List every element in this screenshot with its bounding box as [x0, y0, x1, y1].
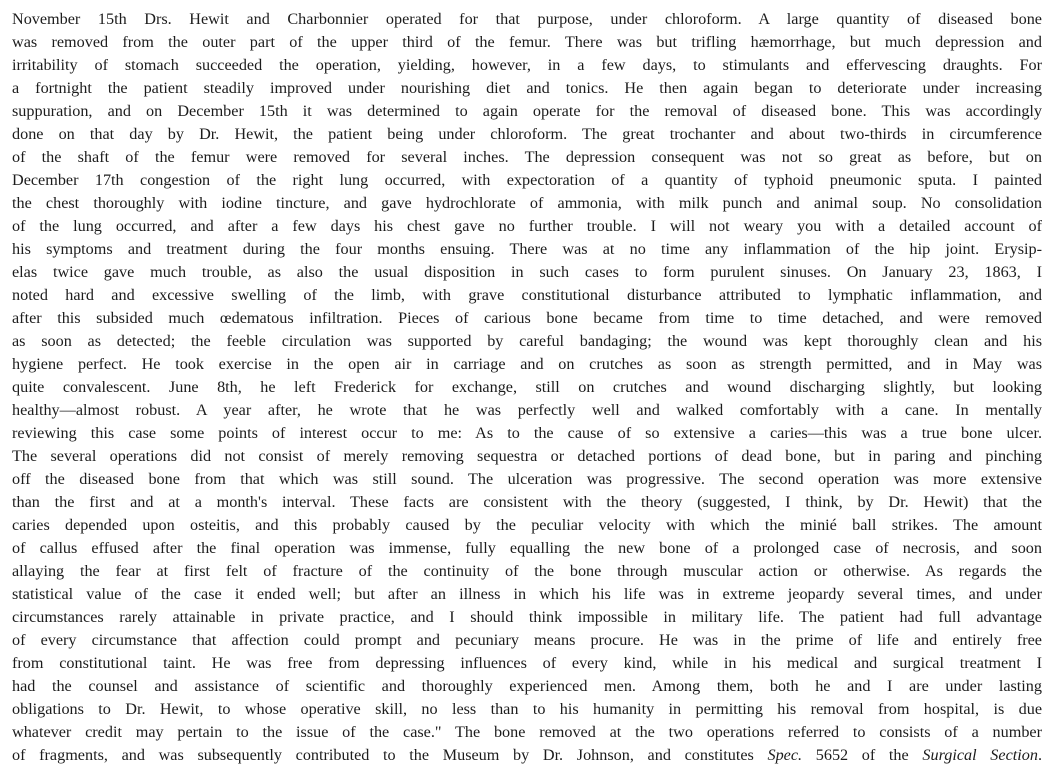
text-line: after this subsided much œdematous infiltration. Pieces of carious bone became from time to time detached, and were removed: [12, 309, 1042, 327]
final-text-line: [12, 744, 1042, 767]
text-line: from constitutional taint. He was free from depressing influences of every kind, while in his medical and surgical treatment I: [12, 654, 1042, 672]
text-line: quite convalescent. June 8th, he left Frederick for exchange, still on crutches and wound discharging slightly, but looking: [12, 378, 1042, 396]
specimen-abbreviation: Spec.: [767, 746, 803, 764]
text-line: December 17th congestion of the right lung occurred, with expectoration of a quantity of typhoid pneumonic sputa. I painted: [12, 171, 1042, 189]
final-line-text: of fragments, and was subsequently contributed to the Museum by Dr. Johnson, and constitutes: [12, 746, 768, 764]
final-line-text: .: [1037, 746, 1042, 764]
text-line: whatever credit may pertain to the issue of the case." The bone removed at the two operations referred to consists of a number: [12, 723, 1042, 741]
text-line: allaying the fear at first felt of fracture of the continuity of the bone through muscular action or otherwise. As regards the: [12, 562, 1042, 580]
text-line: of callus effused after the final operation was immense, fully equalling the new bone of a prolonged case of necrosis, and soon: [12, 539, 1042, 557]
text-line: noted hard and excessive swelling of the limb, with grave constitutional disturbance attributed to lymphatic inflammation, and: [12, 286, 1042, 304]
text-line: the chest thoroughly with iodine tincture, and gave hydrochlorate of ammonia, with milk punch and animal soup. No consolidation: [12, 194, 1042, 212]
text-line: than the first and at a month's interval. These facts are consistent with the theory (suggested, I think, by Dr. Hewit) that the: [12, 493, 1042, 511]
text-line: was removed from the outer part of the upper third of the femur. There was but trifling hæmorrhage, but much depression and: [12, 33, 1042, 51]
text-line: off the diseased bone from that which was still sound. The ulceration was progressive. The second operation was more extensive: [12, 470, 1042, 488]
text-line: The several operations did not consist of merely removing sequestra or detached portions of dead bone, but in paring and pinching: [12, 447, 1042, 465]
text-line: circumstances rarely attainable in private practice, and I should think impossible in military life. The patient had full advantage: [12, 608, 1042, 626]
text-line: November 15th Drs. Hewit and Charbonnier operated for that purpose, under chloroform. A large quantity of diseased bone: [12, 10, 1042, 28]
text-line: of every circumstance that affection could prompt and pecuniary means procure. He was in the prime of life and entirely free: [12, 631, 1042, 649]
document-page: [12, 8, 1042, 768]
text-line: irritability of stomach succeeded the operation, yielding, however, in a few days, to stimulants and effervescing draughts. For: [12, 56, 1042, 74]
text-line: healthy—almost robust. A year after, he wrote that he was perfectly well and walked comfortably with a cane. In mentally: [12, 401, 1042, 419]
text-line: suppuration, and on December 15th it was determined to again operate for the removal of diseased bone. This was accordingly: [12, 102, 1042, 120]
text-line: as soon as detected; the feeble circulation was supported by careful bandaging; the wound was kept thoroughly clean and his: [12, 332, 1042, 350]
text-line: his symptoms and treatment during the four months ensuing. There was at no time any inflammation of the hip joint. Erysip-: [12, 240, 1042, 258]
section-name: Surgical Section: [922, 746, 1038, 764]
text-line: obligations to Dr. Hewit, to whose operative skill, no less than to his humanity in permitting his removal from hospital, is due: [12, 700, 1042, 718]
text-line: hygiene perfect. He took exercise in the open air in carriage and on crutches as soon as strength permitted, and in May was: [12, 355, 1042, 373]
text-line: elas twice gave much trouble, as also the usual disposition in such cases to form purulent sinuses. On January 23, 1863, I: [12, 263, 1042, 281]
text-line: statistical value of the case it ended well; but after an illness in which his life was in extreme jeopardy several times, and under: [12, 585, 1042, 603]
text-line: caries depended upon osteitis, and this probably caused by the peculiar velocity with which the minié ball strikes. The amount: [12, 516, 1042, 534]
text-line: had the counsel and assistance of scientific and thoroughly experienced men. Among them, both he and I are under lasting: [12, 677, 1042, 695]
text-line: reviewing this case some points of interest occur to me: As to the cause of so extensive a caries—this was a true bone ulcer.: [12, 424, 1042, 442]
text-line: done on that day by Dr. Hewit, the patient being under chloroform. The great trochanter and about two-thirds in circumference: [12, 125, 1042, 143]
text-line: of the lung occurred, and after a few days his chest gave no further trouble. I will not weary you with a detailed account of: [12, 217, 1042, 235]
text-line: of the shaft of the femur were removed for several inches. The depression consequent was not so great as before, but on: [12, 148, 1042, 166]
text-line: a fortnight the patient steadily improved under nourishing diet and tonics. He then again began to deteriorate under increasing: [12, 79, 1042, 97]
final-line-text: 5652 of the: [802, 746, 923, 764]
